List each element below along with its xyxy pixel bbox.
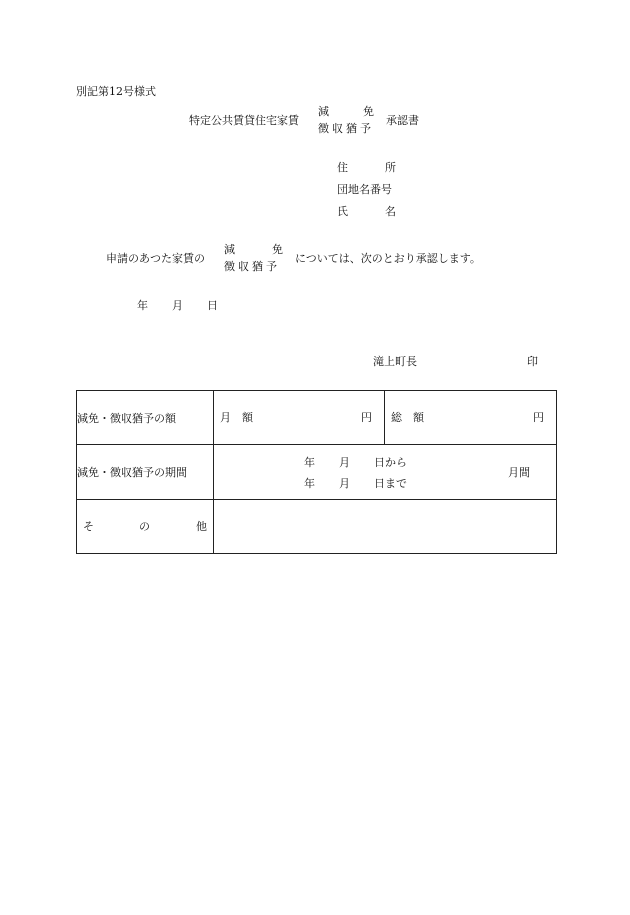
other-label-3: 他: [196, 520, 207, 533]
monthly-amount-unit: 円: [361, 411, 372, 424]
total-amount-label: 総 額: [391, 411, 424, 424]
period-label-cell: [77, 445, 214, 500]
name-label-2: 名: [385, 205, 396, 218]
period-label: 減免・徴収猶予の期間: [77, 466, 187, 479]
date-year: 年: [137, 299, 148, 312]
from-year: 年: [304, 456, 315, 469]
months-unit: 月間: [508, 466, 530, 479]
seal-mark: 印: [527, 355, 538, 368]
other-label-1: そ: [83, 520, 94, 533]
total-amount-cell: [385, 391, 557, 445]
name-label-1: 氏: [337, 205, 348, 218]
body-suffix: については、次のとおり承認します。: [295, 252, 481, 265]
other-label-cell: [77, 500, 214, 554]
body-option-reduction: 減: [224, 243, 235, 256]
body-option-deferral: 徴収猶予: [224, 260, 280, 273]
other-row: [77, 500, 557, 554]
period-row: [77, 445, 557, 500]
total-amount-unit: 円: [533, 411, 544, 424]
address-label-1: 住: [337, 161, 348, 174]
other-label-2: の: [139, 520, 150, 533]
date-month: 月: [172, 299, 183, 312]
monthly-amount-cell: [214, 391, 385, 445]
title-suffix: 承認書: [386, 114, 419, 127]
complex-number-label: 団地名番号: [337, 183, 392, 196]
form-number: 別記第12号様式: [76, 85, 156, 98]
period-value-cell: [214, 445, 557, 500]
amount-label: 減免・徴収猶予の額: [77, 411, 176, 425]
from-day: 日から: [374, 456, 407, 469]
title-option-exemption: 免: [363, 105, 374, 118]
approval-table: [76, 390, 557, 554]
other-value-cell: [214, 500, 557, 554]
amount-row: [77, 391, 557, 445]
monthly-amount-label: 月 額: [220, 411, 253, 424]
body-prefix: 申請のあつた家賃の: [106, 252, 205, 265]
from-month: 月: [339, 456, 350, 469]
address-label-2: 所: [385, 161, 396, 174]
title-option-deferral: 徴収猶予: [318, 122, 374, 135]
to-day: 日まで: [374, 477, 407, 490]
title-option-reduction: 減: [318, 105, 329, 118]
issuer-name: 滝上町長: [373, 355, 417, 368]
to-year: 年: [304, 477, 315, 490]
amount-label-cell: [77, 391, 214, 445]
body-option-exemption: 免: [272, 243, 283, 256]
to-month: 月: [339, 477, 350, 490]
title-prefix: 特定公共賃貸住宅家賃: [189, 114, 299, 127]
date-day: 日: [207, 299, 218, 312]
